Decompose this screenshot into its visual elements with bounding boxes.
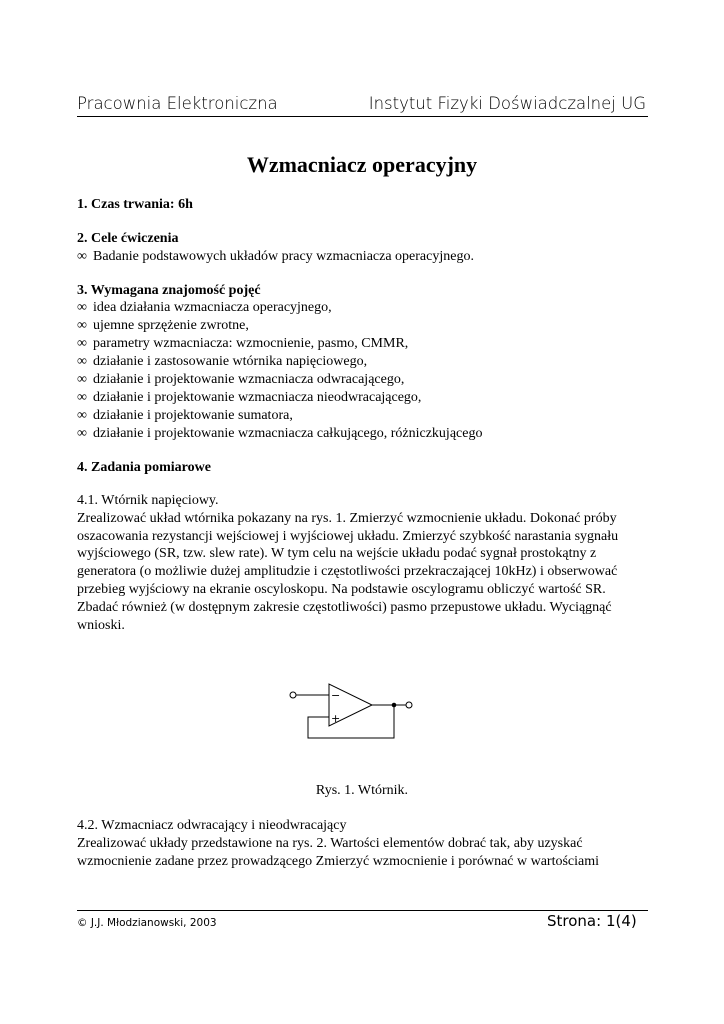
list-item-text: działanie i zastosowanie wtórnika napięciowego, xyxy=(93,354,368,369)
list-item xyxy=(77,425,482,443)
non-inverting-input-label: + xyxy=(331,712,341,725)
list-item-text: ujemne sprzężenie zwrotne, xyxy=(93,318,249,333)
list-item xyxy=(77,389,421,407)
list-item xyxy=(77,317,249,335)
task-4-2-title: 4.2. Wzmacniacz odwracający i nieodwracający xyxy=(77,818,347,833)
task-4-1-title: 4.1. Wtórnik napięciowy. xyxy=(77,493,219,508)
list-item-text: działanie i projektowanie wzmacniacza odwracającego, xyxy=(93,372,405,387)
list-item xyxy=(77,248,474,266)
text-line: oszacowania rezystancji wejściowej i wyjściowej układu. Zmierzyć szybkość narastania sygnału xyxy=(77,528,619,544)
input-terminal-icon xyxy=(290,692,296,698)
list-item xyxy=(77,299,332,317)
infinity-bullet-icon: ∞ xyxy=(77,249,87,264)
section-4-heading: 4. Zadania pomiarowe xyxy=(77,460,211,475)
list-item-text: Badanie podstawowych układów pracy wzmacniacza operacyjnego. xyxy=(93,249,474,264)
text-line: Zrealizować układy przedstawione na rys. 2. Wartości elementów dobrać tak, aby uzyskać xyxy=(77,835,583,851)
list-item xyxy=(77,371,404,389)
footer-copyright: © J.J. Młodzianowski, 2003 xyxy=(77,917,217,929)
list-item-text: działanie i projektowanie sumatora, xyxy=(93,408,293,423)
infinity-bullet-icon: ∞ xyxy=(77,336,87,351)
page-number: Strona: 1(4) xyxy=(547,912,637,930)
infinity-bullet-icon: ∞ xyxy=(77,390,87,405)
infinity-bullet-icon: ∞ xyxy=(77,426,87,441)
list-item xyxy=(77,353,367,371)
text-line: Zbadać również (w dostępnym zakresie częstotliwości) pasmo przepustowe układu. Wyciągnąć xyxy=(77,599,612,615)
page-header xyxy=(77,92,648,117)
section-3-heading: 3. Wymagana znajomość pojęć xyxy=(77,283,261,298)
figure-caption: Rys. 1. Wtórnik. xyxy=(315,783,409,798)
output-terminal-icon xyxy=(406,702,412,708)
inverting-input-label: − xyxy=(331,689,341,702)
list-item-text: działanie i projektowanie wzmacniacza nieodwracającego, xyxy=(93,390,422,405)
text-line: Zrealizować układ wtórnika pokazany na rys. 1. Zmierzyć wzmocnienie układu. Dokonać próby xyxy=(77,510,617,526)
list-item-text: idea działania wzmacniacza operacyjnego, xyxy=(93,300,332,315)
infinity-bullet-icon: ∞ xyxy=(77,300,87,315)
text-line: generatora (o możliwie dużej amplitudzie i częstotliwości przekraczającej 10kHz) i obserwować xyxy=(77,564,618,580)
infinity-bullet-icon: ∞ xyxy=(77,372,87,387)
header-institute-name: Instytut Fizyki Doświadczalnej UG xyxy=(368,94,646,113)
list-item-text: działanie i projektowanie wzmacniacza całkującego, różniczkującego xyxy=(93,426,483,441)
text-line: przebieg wyjściowy na ekranie oscyloskopu. Na podstawie oscylogramu obliczyć wartość SR. xyxy=(77,581,606,597)
list-item xyxy=(77,335,408,353)
section-2-heading: 2. Cele ćwiczenia xyxy=(77,231,179,246)
document-title: Wzmacniacz operacyjny xyxy=(246,152,478,177)
infinity-bullet-icon: ∞ xyxy=(77,354,87,369)
infinity-bullet-icon: ∞ xyxy=(77,318,87,333)
text-line: wnioski. xyxy=(77,617,125,633)
text-line: wzmocnienie zadane przez prowadzącego Zmierzyć wzmocnienie i porównać w wartościami xyxy=(77,853,600,869)
voltage-follower-schematic xyxy=(286,682,416,740)
junction-dot-icon xyxy=(392,703,397,708)
section-1-heading: 1. Czas trwania: 6h xyxy=(77,197,193,212)
list-item-text: parametry wzmacniacza: wzmocnienie, pasmo, CMMR, xyxy=(93,336,409,351)
infinity-bullet-icon: ∞ xyxy=(77,408,87,423)
header-lab-name: Pracownia Elektroniczna xyxy=(77,94,278,113)
footer-divider xyxy=(77,910,648,911)
task-4-1-paragraph xyxy=(77,492,647,634)
text-line: wyjściowego (SR, tzw. slew rate). W tym celu na wejście układu podać sygnał prostokątny z xyxy=(77,546,597,562)
list-item xyxy=(77,407,293,425)
task-4-2-paragraph xyxy=(77,817,647,870)
